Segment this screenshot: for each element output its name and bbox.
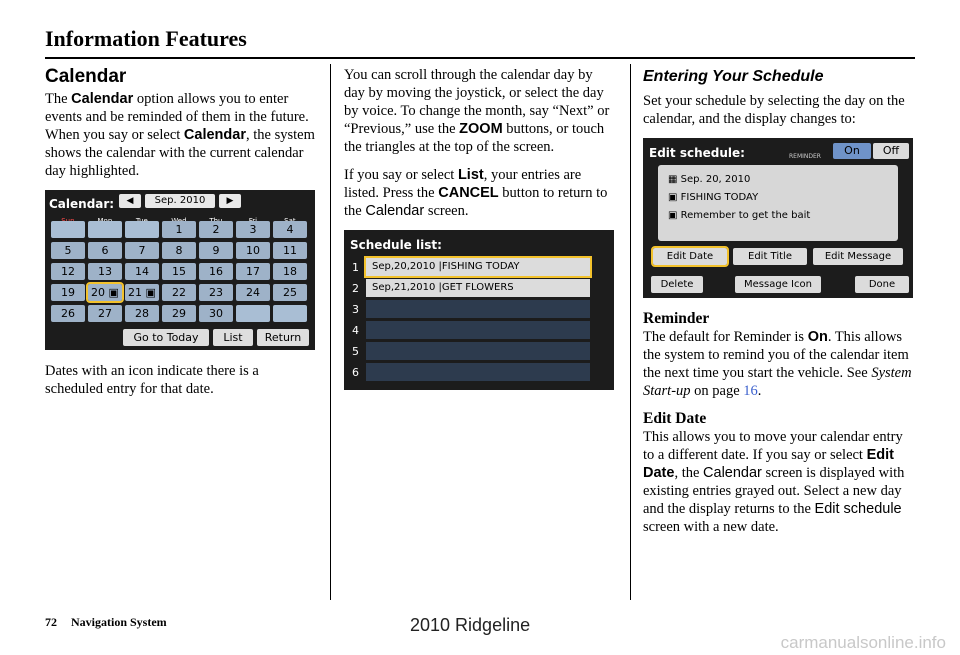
edit-title-button[interactable]: Edit Title: [733, 248, 807, 265]
row-number: 4: [352, 324, 359, 337]
calendar-day-cell[interactable]: 18: [273, 263, 307, 280]
column-2: [344, 66, 616, 390]
schedule-list-title: Schedule list:: [350, 238, 442, 252]
go-to-today-button[interactable]: Go to Today: [123, 329, 209, 346]
schedule-details-panel: [658, 165, 898, 241]
done-button[interactable]: Done: [855, 276, 909, 293]
schedule-entry[interactable]: Sep,21,2010 |GET FLOWERS: [366, 279, 590, 297]
calendar-day-cell[interactable]: 5: [51, 242, 85, 259]
calendar-day-cell[interactable]: 16: [199, 263, 233, 280]
reminder-heading: Reminder: [643, 310, 710, 327]
calendar-day-cell[interactable]: 10: [236, 242, 270, 259]
page-link[interactable]: 16: [743, 383, 758, 399]
reminder-on-button[interactable]: On: [833, 143, 871, 159]
column-3: [643, 66, 915, 546]
calendar-day-cell[interactable]: 27: [88, 305, 122, 322]
calendar-day-cell[interactable]: 4: [273, 221, 307, 238]
calendar-day-cell[interactable]: 19: [51, 284, 85, 301]
column-divider-1: [330, 64, 331, 600]
calendar-day-cell[interactable]: 15: [162, 263, 196, 280]
calendar-day-cell[interactable]: 3: [236, 221, 270, 238]
calendar-day-cell[interactable]: 29: [162, 305, 196, 322]
schedule-entry[interactable]: Sep,20,2010 |FISHING TODAY: [366, 258, 590, 276]
list-button[interactable]: List: [213, 329, 253, 346]
calendar-empty-cell: [236, 305, 270, 322]
prev-month-button[interactable]: ◀: [119, 194, 141, 208]
next-month-button[interactable]: ▶: [219, 194, 241, 208]
schedule-list-screen: [344, 230, 614, 390]
calendar-day-cell[interactable]: 8: [162, 242, 196, 259]
calendar-day-cell[interactable]: 2: [199, 221, 233, 238]
calendar-day-cell[interactable]: 9: [199, 242, 233, 259]
edit-date-text: This allows you to move your calendar entry to a different date. If you say or select Edit Date, the Calendar screen is displayed with existing entries grayed out. Select a new day and the display returns to the Edit schedule screen with a new date.: [643, 429, 905, 535]
schedule-title: ▣ FISHING TODAY: [668, 192, 759, 203]
reminder-label: REMINDER: [789, 153, 821, 160]
calendar-day-cell[interactable]: 23: [199, 284, 233, 301]
message-icon-button[interactable]: Message Icon: [735, 276, 821, 293]
calendar-day-cell[interactable]: 30: [199, 305, 233, 322]
calendar-day-cell[interactable]: 6: [88, 242, 122, 259]
calendar-day-cell[interactable]: 28: [125, 305, 159, 322]
calendar-screen: [45, 190, 315, 350]
row-number: 1: [352, 261, 359, 274]
row-number: 5: [352, 345, 359, 358]
row-number: 2: [352, 282, 359, 295]
page-number: 72: [45, 615, 57, 629]
footer: [45, 615, 181, 630]
reminder-off-button[interactable]: Off: [873, 143, 909, 159]
edit-date-button[interactable]: Edit Date: [653, 248, 727, 265]
calendar-day-cell[interactable]: 24: [236, 284, 270, 301]
site-watermark: carmanualsonline.info: [780, 633, 946, 652]
calendar-screen-title: Calendar:: [49, 197, 115, 211]
icon-note: Dates with an icon indicate there is a scheduled entry for that date.: [45, 363, 259, 397]
scroll-instructions: You can scroll through the calendar day by day by moving the joystick, or select the day by voice. To change the month, say “Next” or “Previous,” use the ZOOM buttons, or touch the triangles at the top of the screen.: [344, 67, 610, 155]
calendar-day-cell[interactable]: 11: [273, 242, 307, 259]
calendar-day-cell[interactable]: 21 ▣: [125, 284, 159, 301]
calendar-day-cell[interactable]: 22: [162, 284, 196, 301]
calendar-empty-cell: [273, 305, 307, 322]
schedule-empty-slot: [366, 342, 590, 360]
schedule-empty-slot: [366, 321, 590, 339]
schedule-message: ▣ Remember to get the bait: [668, 210, 811, 221]
calendar-day-cell[interactable]: 7: [125, 242, 159, 259]
calendar-empty-cell: [51, 221, 85, 238]
schedule-empty-slot: [366, 300, 590, 318]
calendar-intro: The Calendar option allows you to enter events and be reminded of them in the future. When you say or select Calendar, the system shows the calendar with the current calendar day highlighted.: [45, 91, 315, 179]
column-divider-2: [630, 64, 631, 600]
calendar-heading: Calendar: [45, 66, 127, 87]
return-button[interactable]: Return: [257, 329, 309, 346]
edit-message-button[interactable]: Edit Message: [813, 248, 903, 265]
calendar-day-cell[interactable]: 13: [88, 263, 122, 280]
calendar-day-cell[interactable]: 12: [51, 263, 85, 280]
calendar-empty-cell: [125, 221, 159, 238]
entering-schedule-heading: Entering Your Schedule: [643, 68, 824, 85]
edit-date-heading: Edit Date: [643, 410, 707, 427]
calendar-day-cell[interactable]: 20 ▣: [88, 284, 122, 301]
header-rule: [45, 57, 915, 59]
reminder-text: The default for Reminder is On. This allows the system to remind you of the calendar item the next time you start the vehicle. See System Start-up on page 16.: [643, 329, 912, 399]
schedule-date: ▦ Sep. 20, 2010: [668, 174, 751, 185]
section-name: Navigation System: [71, 615, 167, 629]
page-header: Information Features: [45, 26, 247, 51]
entering-schedule-text: Set your schedule by selecting the day on the calendar, and the display changes to:: [643, 93, 905, 127]
calendar-day-cell[interactable]: 1: [162, 221, 196, 238]
row-number: 3: [352, 303, 359, 316]
delete-button[interactable]: Delete: [651, 276, 703, 293]
calendar-day-cell[interactable]: 25: [273, 284, 307, 301]
calendar-day-cell[interactable]: 14: [125, 263, 159, 280]
edit-schedule-screen: [643, 138, 913, 298]
month-label: Sep. 2010: [145, 194, 215, 208]
list-instructions: If you say or select List, your entries are listed. Press the CANCEL button to return to the Calendar screen.: [344, 167, 608, 219]
column-1: [45, 66, 317, 408]
calendar-day-cell[interactable]: 26: [51, 305, 85, 322]
calendar-day-cell[interactable]: 17: [236, 263, 270, 280]
schedule-empty-slot: [366, 363, 590, 381]
calendar-empty-cell: [88, 221, 122, 238]
row-number: 6: [352, 366, 359, 379]
model-label: 2010 Ridgeline: [410, 615, 531, 635]
edit-schedule-title: Edit schedule:: [649, 146, 745, 160]
